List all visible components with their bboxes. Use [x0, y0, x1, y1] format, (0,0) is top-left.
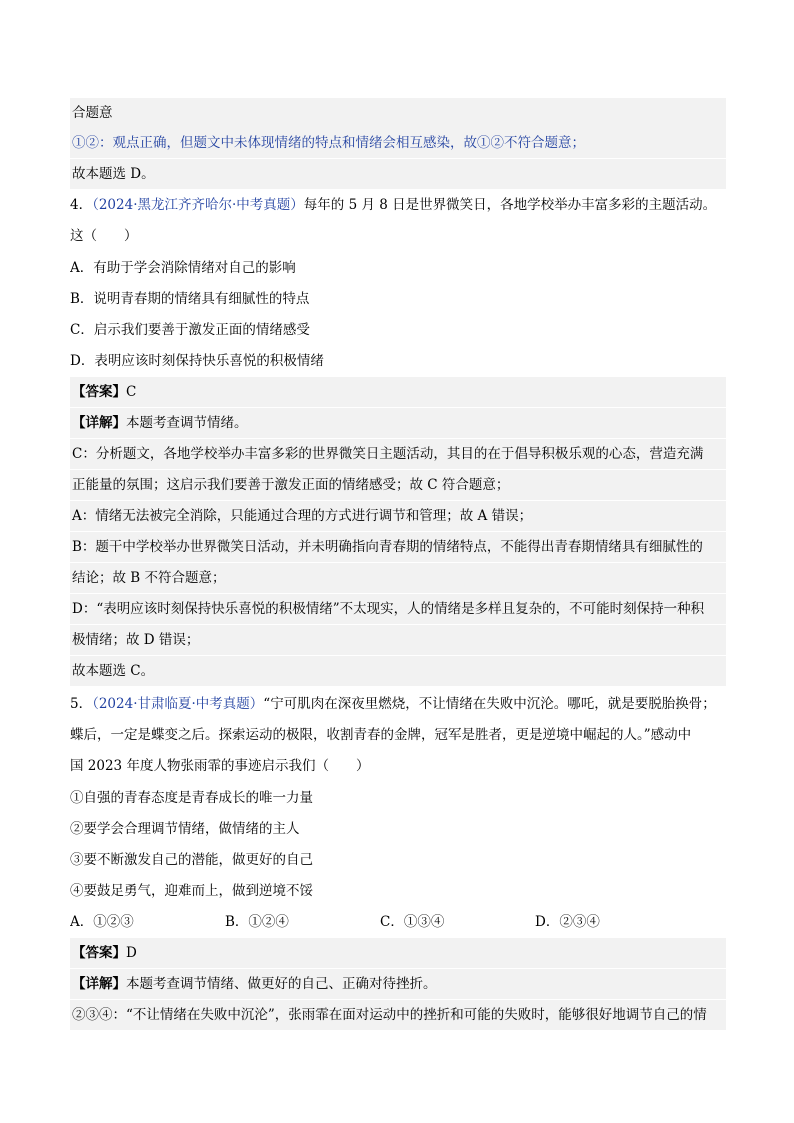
explain-line: 正能量的氛围；这启示我们要善于激发正面的情绪感受；故 C 符合题意； [70, 470, 726, 500]
detail-line [70, 969, 726, 999]
answer-value: C [126, 384, 137, 400]
question-5-stem [70, 689, 724, 719]
prev-explain-line: 合题意 [70, 98, 726, 128]
statement-3: ③要不断激发自己的潜能，做更好的自己 [70, 852, 313, 868]
question-text: “宁可肌肉在深夜里燃烧，不让情绪在失败中沉沦。哪吒，就是要脱胎换骨； [263, 696, 716, 712]
question-text: 每年的 5 月 8 日是世界微笑日，各地学校举办丰富多彩的主题活动。 [303, 197, 717, 213]
prev-explain-line: ①②：观点正确，但题文中未体现情绪的特点和情绪会相互感染，故①②不符合题意； [70, 128, 726, 158]
option-a: A．有助于学会消除情绪对自己的影响 [70, 260, 296, 276]
option-d: D．表明应该时刻保持快乐喜悦的积极情绪 [70, 353, 324, 369]
options-row [70, 907, 724, 937]
explain-line: ②③④：“不让情绪在失败中沉沦”，张雨霏在面对运动中的挫折和可能的失败时，能够很好地调节自己的情 [70, 1000, 726, 1030]
detail-label: 【详解】 [72, 415, 126, 431]
answer-value: D [126, 945, 137, 961]
statement-1: ①自强的青春态度是青春成长的唯一力量 [70, 790, 313, 806]
option-a: A．①②③ [70, 914, 134, 930]
explain-line: 结论；故 B 不符合题意； [70, 563, 726, 593]
question-number: 5． [70, 696, 93, 712]
detail-text: 本题考查调节情绪、做更好的自己、正确对待挫折。 [126, 976, 437, 992]
prev-conclusion: 故本题选 D。 [70, 159, 726, 189]
conclusion-line: 故本题选 C。 [70, 656, 726, 686]
question-4-stem-cont: 这（ ） [70, 228, 138, 244]
option-c: C．启示我们要善于激发正面的情绪感受 [70, 322, 310, 338]
option-b: B．①②④ [225, 914, 289, 930]
answer-line [70, 377, 726, 407]
option-d: D．②③④ [535, 914, 600, 930]
statement-2: ②要学会合理调节情绪，做情绪的主人 [70, 821, 300, 837]
explain-line: B：题干中学校举办世界微笑日活动，并未明确指向青春期的情绪特点，不能得出青春期情绪具有细腻性的 [70, 532, 726, 562]
explain-line: 极情绪；故 D 错误； [70, 625, 726, 655]
option-b: B．说明青春期的情绪具有细腻性的特点 [70, 291, 310, 307]
statement-4: ④要鼓足勇气，迎难而上，做到逆境不馁 [70, 883, 313, 899]
question-number: 4． [70, 197, 93, 213]
answer-line [70, 938, 726, 968]
detail-text: 本题考查调节情绪。 [126, 415, 248, 431]
detail-line [70, 408, 726, 438]
question-source: （2024·甘肃临夏·中考真题） [92, 696, 264, 712]
question-5-stem-cont: 蝶后，一定是蝶变之后。探索运动的极限，收割青春的金牌，冠军是胜者，更是逆境中崛起的人。”感动中 [70, 727, 692, 743]
option-c: C．①③④ [380, 914, 445, 930]
explain-line: A：情绪无法被完全消除，只能通过合理的方式进行调节和管理；故 A 错误； [70, 501, 726, 531]
explain-line: C：分析题文，各地学校举办丰富多彩的世界微笑日主题活动，其目的在于倡导积极乐观的心态，营造充满 [70, 439, 726, 469]
explain-line: D：“表明应该时刻保持快乐喜悦的积极情绪”不太现实，人的情绪是多样且复杂的，不可能时刻保持一种积 [70, 594, 726, 624]
detail-label: 【详解】 [72, 976, 126, 992]
question-source: （2024·黑龙江齐齐哈尔·中考真题） [92, 197, 304, 213]
answer-label: 【答案】 [72, 384, 126, 400]
question-4-stem [70, 190, 724, 220]
answer-label: 【答案】 [72, 945, 126, 961]
question-5-stem-cont: 国 2023 年度人物张雨霏的事迹启示我们（ ） [70, 758, 370, 774]
